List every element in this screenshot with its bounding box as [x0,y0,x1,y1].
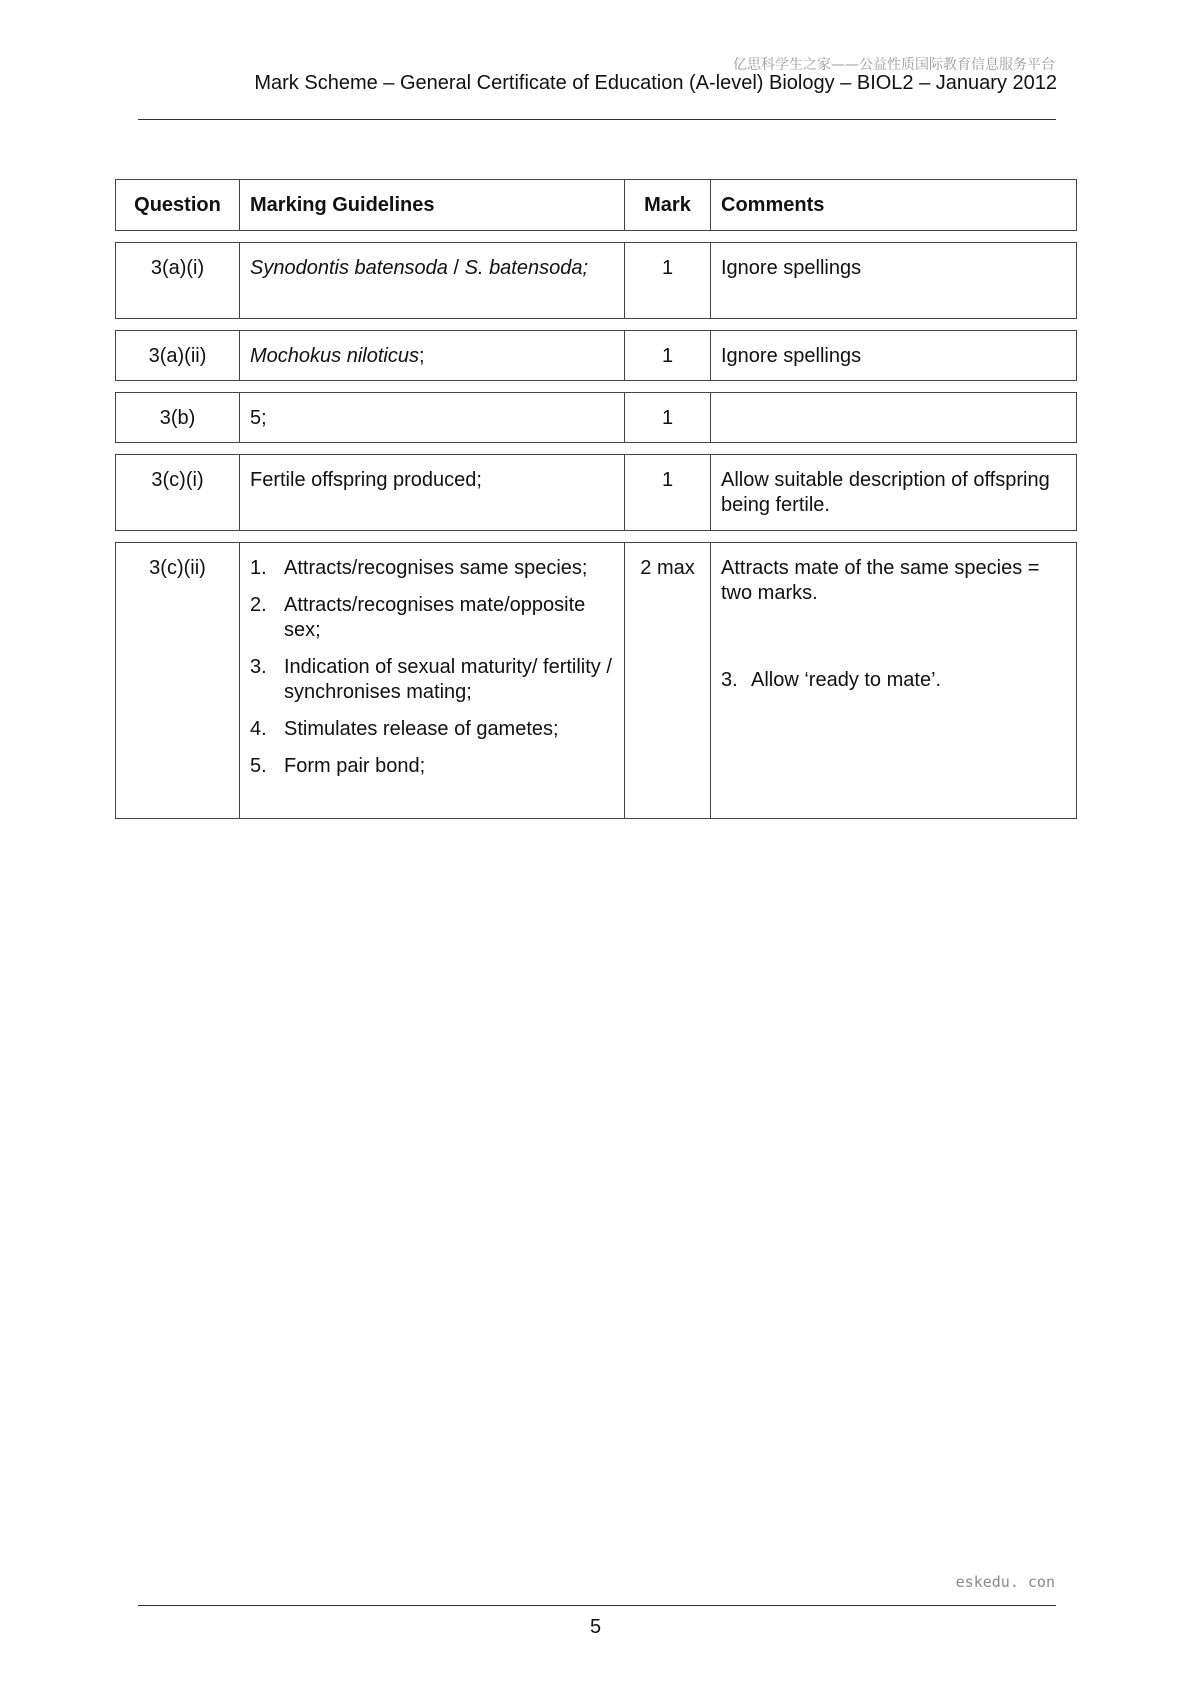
point-number: 5. [250,755,267,777]
comment-cell: Allow suitable description of offspring being fertile. [721,469,1050,516]
comment-text: Attracts mate of the same species = two marks. [721,557,1040,604]
point-number: 2. [250,594,267,616]
punctuation: ; [418,345,425,367]
footer-rule [138,1605,1056,1606]
point-number: 4. [250,718,267,740]
guideline-cell [240,331,625,380]
table-row [115,330,1077,381]
table-row [115,454,1077,531]
note-number: 3. [721,669,738,691]
page-number: 5 [589,1616,602,1638]
table-row [115,242,1077,319]
guideline-cell [240,543,625,818]
comment-cell [711,393,1076,442]
column-header-mark: Mark [625,180,711,230]
point-text: Attracts/recognises mate/opposite sex; [284,594,586,641]
table-header-row [115,179,1077,231]
list-item [250,655,614,705]
list-item [250,593,614,643]
separator: / [447,257,465,279]
note-text: Allow ‘ready to mate’. [751,669,942,691]
list-item [250,754,614,779]
mark-cell: 1 [625,243,711,318]
column-header-question: Question [116,180,240,230]
question-cell: 3(a)(i) [116,243,240,318]
point-text: Attracts/recognises same species; [284,557,588,579]
table-row [115,392,1077,443]
marking-points-list [250,556,614,779]
column-header-comments: Comments [721,194,825,216]
species-abbrev: S. batensoda; [464,257,589,279]
point-number: 1. [250,557,267,579]
mark-cell: 1 [625,455,711,530]
species-name: Mochokus niloticus [250,345,419,367]
comment-cell [711,543,1076,818]
guideline-cell: Fertile offspring produced; [240,455,625,530]
comment-cell: Ignore spellings [721,257,862,279]
mark-cell: 2 max [625,543,711,818]
comment-cell: Ignore spellings [721,345,862,367]
comment-note [721,668,1066,693]
mark-cell: 1 [625,393,711,442]
guideline-cell: 5; [240,393,625,442]
point-text: Indication of sexual maturity/ fertility / synchronises mating; [284,656,612,703]
footer-watermark: eskedu. con [955,1573,1055,1591]
question-cell: 3(b) [116,393,240,442]
mark-cell: 1 [625,331,711,380]
point-number: 3. [250,656,267,678]
point-text: Form pair bond; [284,755,426,777]
header-watermark: 亿思科学生之家——公益性质国际教育信息服务平台 [733,57,1055,73]
question-cell: 3(c)(ii) [116,543,240,818]
point-text: Stimulates release of gametes; [284,718,559,740]
header-rule [138,119,1056,120]
species-name: Synodontis batensoda [250,257,448,279]
list-item [250,556,614,581]
question-cell: 3(c)(i) [116,455,240,530]
mark-scheme-table [115,179,1077,830]
column-header-guidelines: Marking Guidelines [240,180,625,230]
list-item [250,717,614,742]
document-title: Mark Scheme – General Certificate of Education (A-level) Biology – BIOL2 – January 2012 [254,72,1057,94]
table-row [115,542,1077,819]
question-cell: 3(a)(ii) [116,331,240,380]
guideline-cell [240,243,625,318]
